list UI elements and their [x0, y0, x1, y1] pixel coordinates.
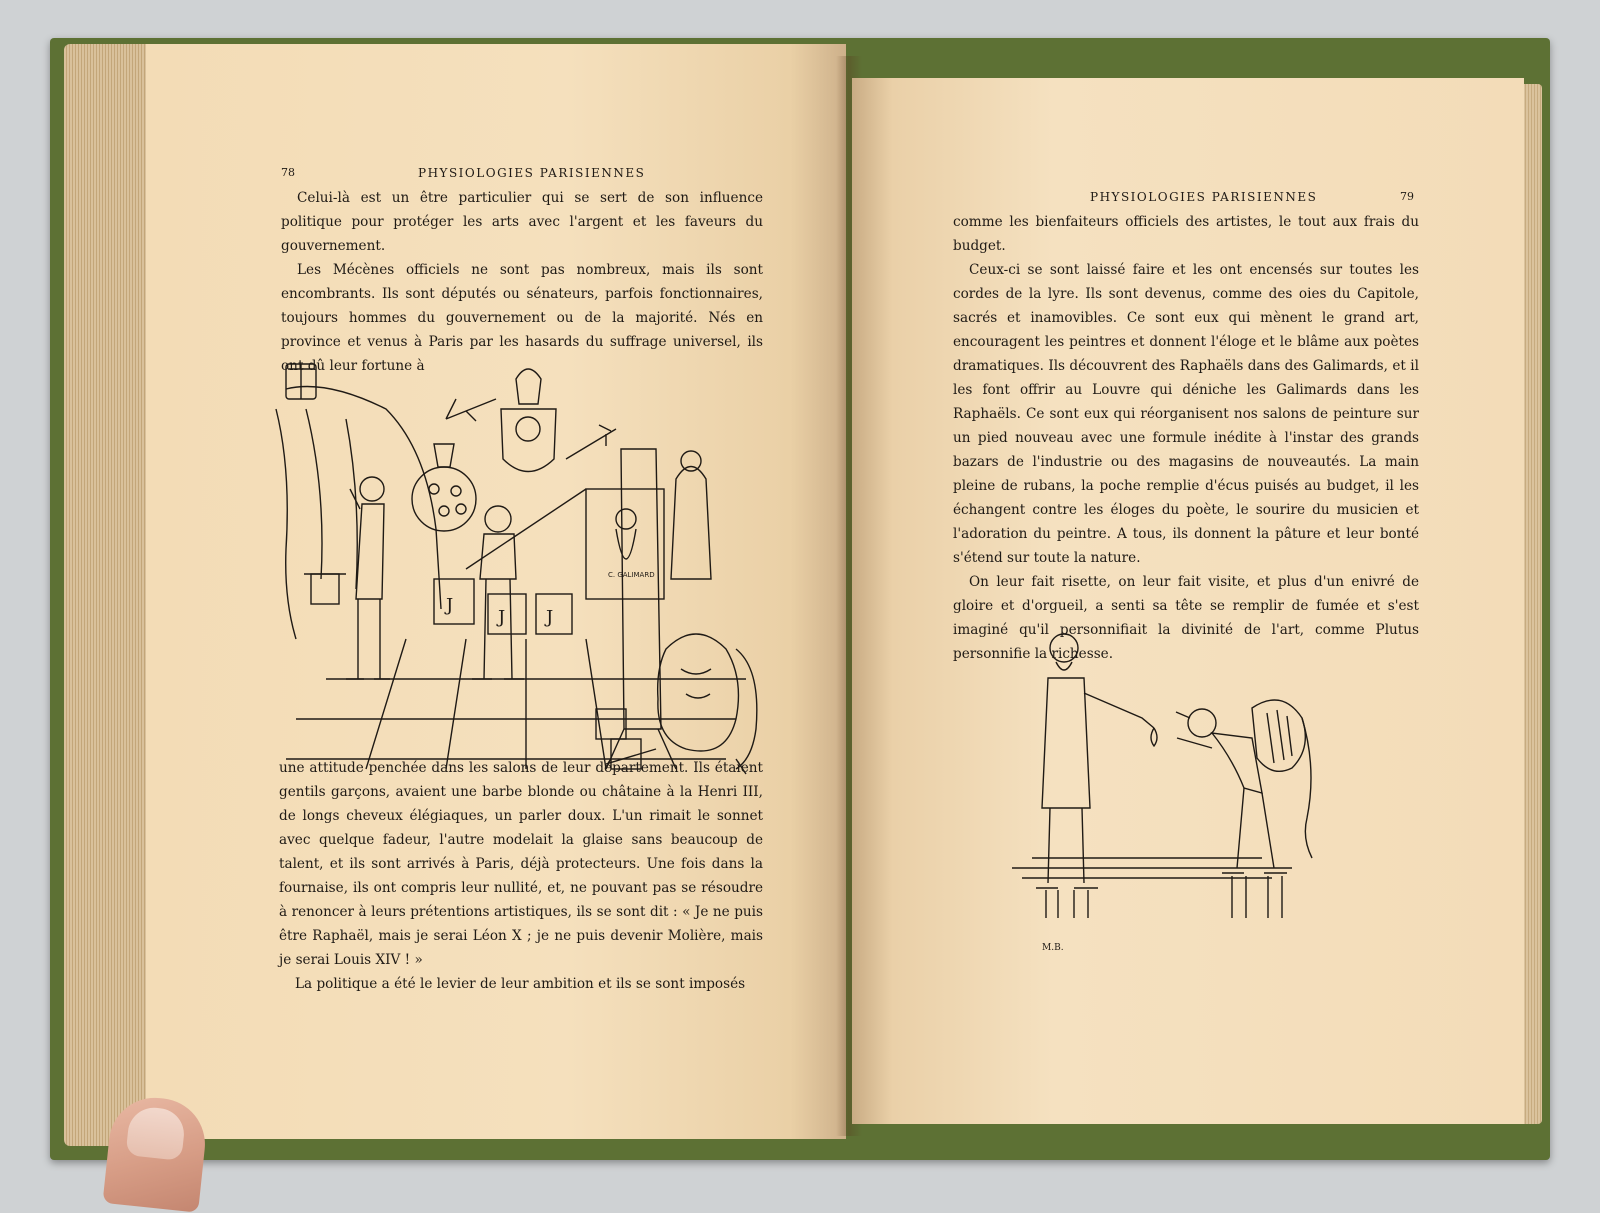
paragraph: comme les bienfaiteurs officiels des artistes, le tout aux frais du budget. [953, 214, 1419, 254]
pedestal-letter: J [546, 607, 554, 628]
text-block [953, 210, 1419, 666]
page-edges-left [64, 44, 154, 1146]
text-block-bottom [279, 756, 763, 996]
running-head: PHYSIOLOGIES PARISIENNES [418, 166, 646, 180]
mecene-illustration [266, 349, 766, 789]
page-number: 79 [1400, 190, 1414, 203]
ribbon-illustration [1012, 618, 1332, 958]
pedestal-letter: J [446, 595, 454, 616]
artist-signature: M.B. [1042, 943, 1064, 953]
paragraph: Celui-là est un être particulier qui se sert de son influence politique pour protéger les arts avec l'argent et les faveurs du gouvernement. [281, 190, 763, 254]
paragraph: On leur fait risette, on leur fait visite, et plus d'un enivré de gloire et d'orgueil, a senti sa tête se remplir de fumée et s'est imaginé qu'il personnifiait la divinité de l'art, comme Plutus personnifie la richesse. [953, 574, 1419, 662]
pedestal-letter: J [498, 607, 506, 628]
paragraph: Ceux-ci se sont laissé faire et les ont encensés sur toutes les cordes de la lyre. Ils sont devenus, comme des oies du Capitole, sacrés et inamovibles. Ce sont eux qui mènent le grand art, encouragent les peintres et donnent l'éloge et le blâme aux poètes dramatiques. Ils découvrent des Raphaëls dans des Galimards, et il les font offrir au Louvre qui déniche les Galimards dans les Raphaëls. Ce sont eux qui réorganisent nos salons de peinture sur un pied nouveau avec une formule inédite à l'instar des grands bazars de l'industrie ou des magasins de nouveautés. La main pleine de rubans, la poche remplie d'écus puisés au budget, il les échangent contre les éloges du poète, le sourire du musicien et l'adoration du peintre. A tous, ils donnent la pâture et leur bonté s'étend sur toute la nature. [953, 262, 1419, 566]
page-number: 78 [281, 166, 295, 179]
running-head: PHYSIOLOGIES PARISIENNES [1090, 190, 1318, 204]
paragraph: La politique a été le levier de leur ambition et ils se sont imposés [295, 976, 746, 992]
paragraph: une attitude penchée dans les salons de leur département. Ils étaient gentils garçons, avaient une barbe blonde ou châtaine à la Henri III, de longs cheveux élégiaques, un parler doux. L'un rimait le sonnet avec quelque fadeur, l'autre modelait la glaise sans beaucoup de talent, et ils sont arrivés à Paris, déjà protecteurs. Une fois dans la fournaise, ils ont compris leur nullité, et, ne pouvant pas se résoudre à renoncer à leurs prétentions artistiques, ils se sont dit : « Je ne puis être Raphaël, mais je serai Léon X ; je ne puis devenir Molière, mais je serai Louis XIV ! » [279, 760, 763, 968]
paragraph: Les Mécènes officiels ne sont pas nombreux, mais ils sont encombrants. Ils sont députés ou sénateurs, parfois fonctionnaires, toujours hommes du gouvernement ou de la majorité. Nés en province et venus à Paris par les hasards du suffrage universel, ils ont dû leur fortune à [281, 262, 763, 374]
right-page [852, 78, 1524, 1124]
canvas-label: C. GALIMARD [608, 571, 655, 579]
left-page [146, 44, 846, 1139]
